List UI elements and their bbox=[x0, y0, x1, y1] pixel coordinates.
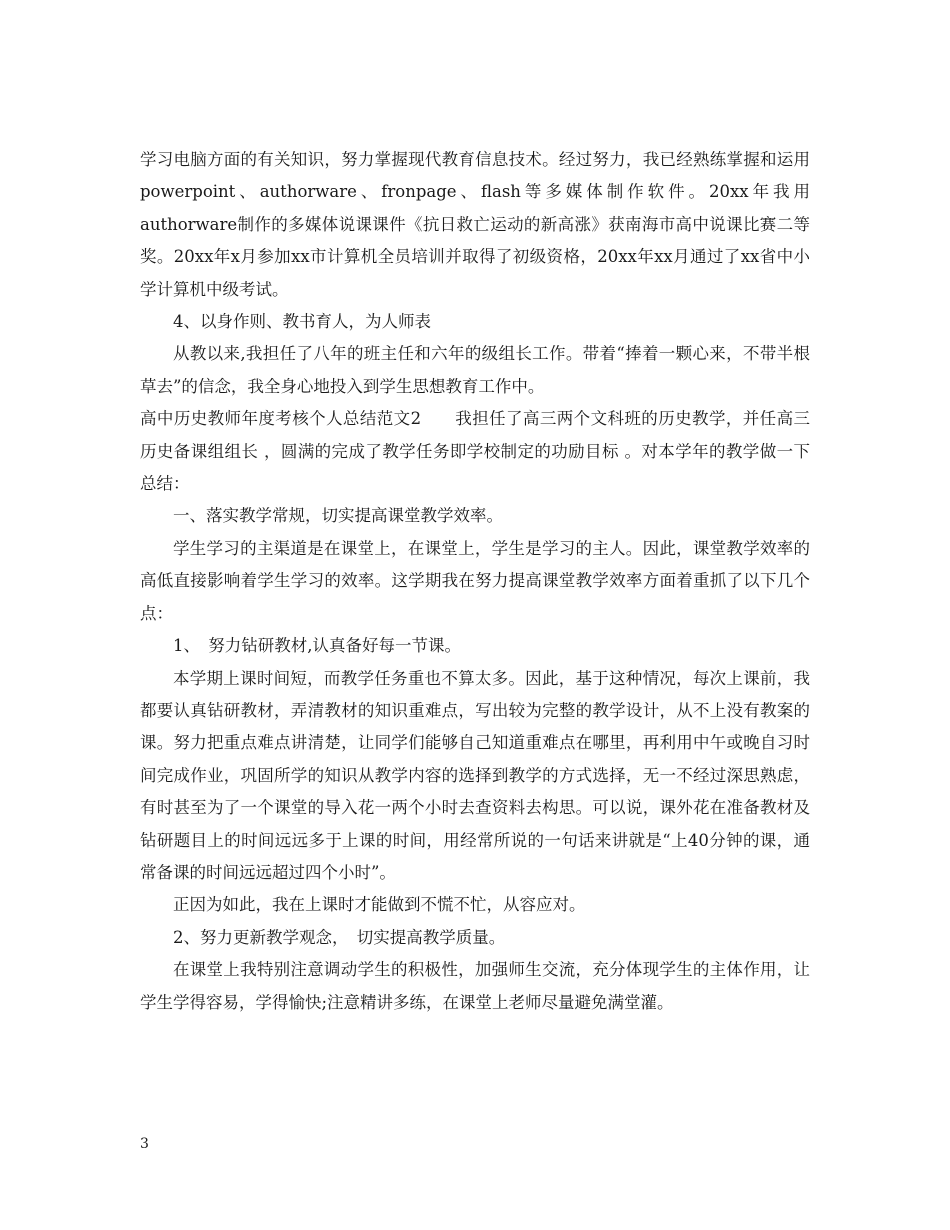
paragraph-7: 1、 努力钻研教材,认真备好每一节课。 bbox=[173, 636, 461, 656]
paragraph-3: 从教以来,我担任了八年的班主任和六年的级组长工作。带着“捧着一颗心来，不带半根草去”的信念，我全身心地投入到学生思想教育工作中。 bbox=[140, 344, 810, 396]
paragraph-6: 学生学习的主渠道是在课堂上，在课堂上，学生是学习的主人。因此，课堂教学效率的高低直接影响着学生学习的效率。这学期我在努力提高课堂教学效率方面着重抓了以下几个点： bbox=[140, 538, 810, 623]
paragraph-4: 高中历史教师年度考核个人总结范文2 我担任了高三两个文科班的历史教学，并任高三历史备课组组长 ，圆满的完成了教学任务即学校制定的功励目标 。对本学年的教学做一下总结： bbox=[140, 409, 810, 494]
paragraph-11: 在课堂上我特别注意调动学生的积极性，加强师生交流，充分体现学生的主体作用，让学生学得容易，学得愉快;注意精讲多练，在课堂上老师尽量避免满堂灌。 bbox=[140, 960, 810, 1012]
paragraph-2: 4、以身作则、教书育人，为人师表 bbox=[173, 312, 431, 332]
page-number: 3 bbox=[140, 1136, 149, 1152]
paragraph-1: 学习电脑方面的有关知识，努力掌握现代教育信息技术。经过努力，我已经熟练掌握和运用powerpoint、authorware、fronpage、flash等多媒体制作软件。20xx年我用authorware制作的多媒体说课课件《抗日救亡运动的新高涨》获南海市高中说课比赛二等奖。20xx年x月参加xx市计算机全员培训并取得了初级资格，20xx年xx月通过了xx省中小学计算机中级考试。 bbox=[140, 150, 810, 299]
paragraph-10: 2、努力更新教学观念， 切实提高教学质量。 bbox=[173, 927, 506, 947]
paragraph-5: 一、落实教学常规，切实提高课堂教学效率。 bbox=[173, 506, 503, 526]
paragraph-9: 正因为如此，我在上课时才能做到不慌不忙，从容应对。 bbox=[173, 895, 586, 915]
document-body bbox=[140, 144, 810, 1019]
paragraph-8: 本学期上课时间短，而教学任务重也不算太多。因此，基于这种情况，每次上课前，我都要认真钻研教材，弄清教材的知识重难点，写出较为完整的教学设计，从不上没有教案的课。努力把重点难点讲清楚，让同学们能够自己知道重难点在哪里，再利用中午或晚自习时间完成作业，巩固所学的知识从教学内容的选择到教学的方式选择，无一不经过深思熟虑，有时甚至为了一个课堂的导入花一两个小时去查资料去构思。可以说，课外花在准备教材及钻研题目上的时间远远多于上课的时间，用经常所说的一句话来讲就是“上40分钟的课，通常备课的时间远远超过四个小时”。 bbox=[140, 668, 810, 882]
